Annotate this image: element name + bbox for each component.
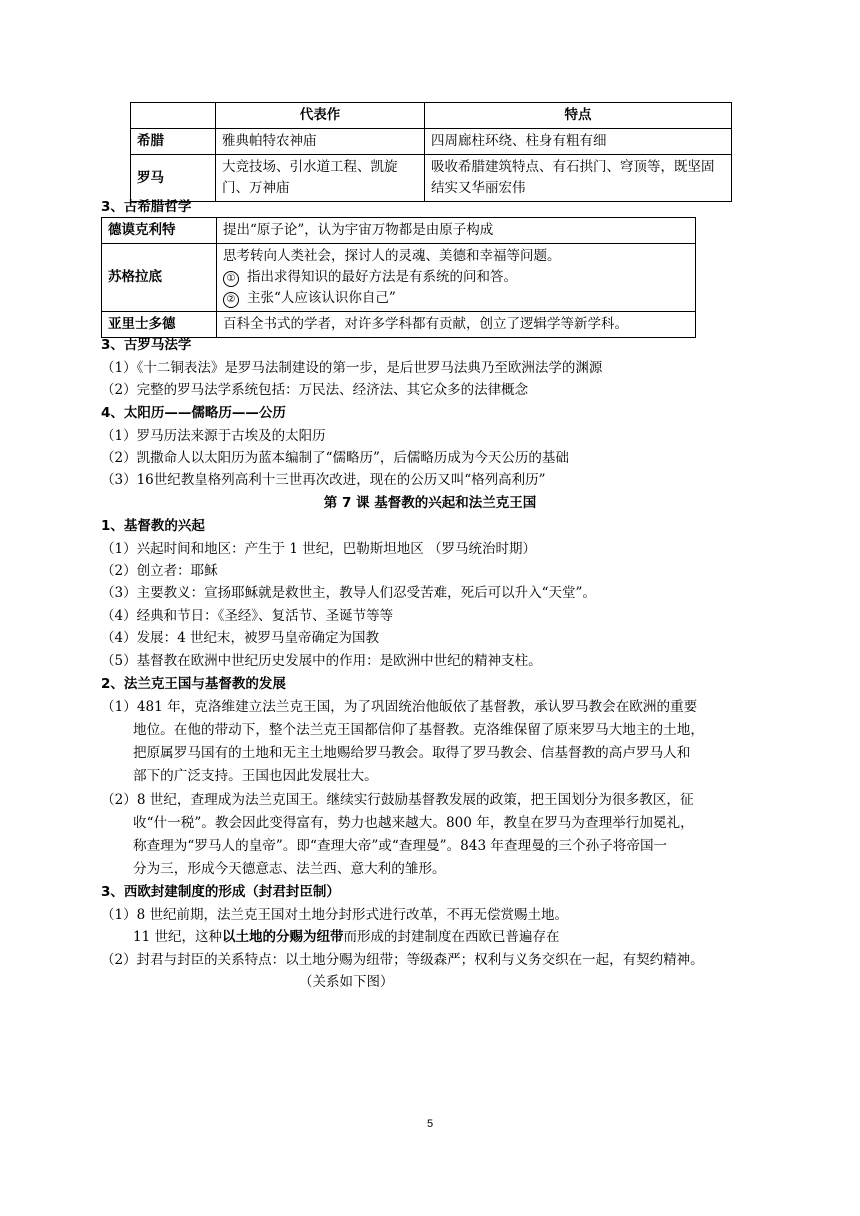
- paragraph-line: （关系如下图）: [299, 974, 394, 990]
- paragraph-line: （2）8 世纪，查理成为法兰克国王。继续实行鼓励基督教发展的政策，把王国划分为很多教区，征: [101, 792, 694, 808]
- table-row: [102, 244, 696, 312]
- table-cell: 苏格拉底: [102, 244, 217, 312]
- paragraph-line: （1）罗马历法来源于古埃及的太阳历: [101, 428, 326, 444]
- table-row: [131, 155, 732, 202]
- table-header-cell: [131, 103, 216, 129]
- paragraph-line: （1）8 世纪前期，法兰克王国对土地分封形式进行改革，不再无偿赏赐土地。: [101, 907, 568, 923]
- list-item: [223, 267, 689, 288]
- paragraph-line: （2）创立者：耶稣: [101, 563, 218, 579]
- paragraph-line: （2）完整的罗马法学系统包括：万民法、经济法、其它众多的法律概念: [101, 382, 529, 398]
- paragraph-line: （4）发展：4 世纪末，被罗马皇帝确定为国教: [101, 630, 379, 646]
- paragraph-line: 收“什一税”。教会因此变得富有，势力也越来越大。800 年，教皇在罗马为查理举行加冕礼，: [133, 815, 694, 831]
- table-cell: 提出“原子论”，认为宇宙万物都是由原子构成: [217, 218, 696, 244]
- paragraph-line: 部下的广泛支持。王国也因此发展壮大。: [133, 768, 378, 784]
- cell-line: 指出求得知识的最好方法是有系统的问和答。: [247, 269, 517, 285]
- page-number: 5: [426, 1118, 434, 1130]
- table-cell: 吸收希腊建筑特点、有石拱门、穹顶等，既坚固结实又华丽宏伟: [425, 155, 732, 202]
- table-cell: 雅典帕特农神庙: [216, 129, 425, 155]
- table-cell: 罗马: [131, 155, 216, 202]
- paragraph-line: （1）481 年，克洛维建立法兰克王国，为了巩固统治他皈依了基督教，承认罗马教会在欧洲的重要: [101, 699, 698, 715]
- table-cell: 德谟克利特: [102, 218, 217, 244]
- architecture-table: [130, 102, 732, 202]
- table-header-cell: 特点: [425, 103, 732, 129]
- paragraph-line: （1）兴起时间和地区：产生于 1 世纪，巴勒斯坦地区 （罗马统治时期）: [101, 541, 537, 557]
- paragraph-line: （2）封君与封臣的关系特点：以土地分赐为纽带；等级森严；权利与义务交织在一起，有契约精神。: [101, 952, 704, 968]
- table-cell: 大竞技场、引水道工程、凯旋门、万神庙: [216, 155, 425, 202]
- paragraph-line: 分为三，形成今天德意志、法兰西、意大利的雏形。: [133, 861, 446, 877]
- table-cell: 百科全书式的学者，对许多学科都有贡献，创立了逻辑学等新学科。: [217, 312, 696, 338]
- section-heading: 1、基督教的兴起: [101, 518, 205, 534]
- paragraph-line: 称查理为“罗马人的皇帝”。即“查理大帝”或“查理曼”。843 年查理曼的三个孙子将帝国一: [133, 838, 668, 854]
- paragraph-line: [133, 926, 559, 948]
- cell-line: 思考转向人类社会，探讨人的灵魂、美德和幸福等问题。: [223, 248, 561, 264]
- text-run: 11 世纪，这种: [133, 929, 222, 945]
- paragraph-line: （2）凯撒命人以太阳历为蓝本编制了“儒略历”，后儒略历成为今天公历的基础: [101, 450, 569, 466]
- section-heading: 3、古罗马法学: [101, 337, 192, 353]
- paragraph-line: 把原属罗马国有的土地和无主土地赐给罗马教会。取得了罗马教会、信基督教的高卢罗马人和: [133, 745, 691, 761]
- paragraph-line: 地位。在他的带动下，整个法兰克王国都信仰了基督教。克洛维保留了原来罗马大地主的土地，: [133, 722, 704, 738]
- section-heading: 4、太阳历——儒略历——公历: [101, 405, 286, 421]
- philosophy-table: [101, 217, 696, 338]
- table-row: [102, 218, 696, 244]
- paragraph-line: （1）《十二铜表法》是罗马法制建设的第一步，是后世罗马法典乃至欧洲法学的渊源: [101, 360, 603, 376]
- paragraph-line: （3）16世纪教皇格列高利十三世再次改进，现在的公历又叫“格列高利历”: [101, 472, 546, 488]
- section-heading: 3、古希腊哲学: [101, 199, 192, 215]
- circled-number: ①: [223, 271, 239, 287]
- section-heading: 2、法兰克王国与基督教的发展: [101, 676, 286, 692]
- paragraph-line: （3）主要教义：宣扬耶稣就是救世主，教导人们忍受苦难，死后可以升入“天堂”。: [101, 585, 596, 601]
- circled-number: ②: [223, 292, 239, 308]
- table-cell: 亚里士多德: [102, 312, 217, 338]
- table-header-cell: 代表作: [216, 103, 425, 129]
- cell-line: 主张“人应该认识你自己”: [247, 290, 396, 306]
- table-header-row: [131, 103, 732, 129]
- emphasis-text: 以土地的分赐为纽带: [221, 929, 344, 945]
- text-run: 而形成的封建制度在西欧已普遍存在: [343, 929, 560, 945]
- table-cell: [217, 244, 696, 312]
- list-item: [223, 288, 689, 309]
- paragraph-line: （4）经典和节日：《圣经》、复活节、圣诞节等等: [101, 608, 394, 624]
- lesson-title: 第 7 课 基督教的兴起和法兰克王国: [323, 495, 537, 511]
- paragraph-line: （5）基督教在欧洲中世纪历史发展中的作用：是欧洲中世纪的精神支柱。: [101, 653, 542, 669]
- table-cell: 四周廊柱环绕、柱身有粗有细: [425, 129, 732, 155]
- table-cell: 希腊: [131, 129, 216, 155]
- table-row: [131, 129, 732, 155]
- section-heading: 3、西欧封建制度的形成（封君封臣制）: [101, 884, 340, 900]
